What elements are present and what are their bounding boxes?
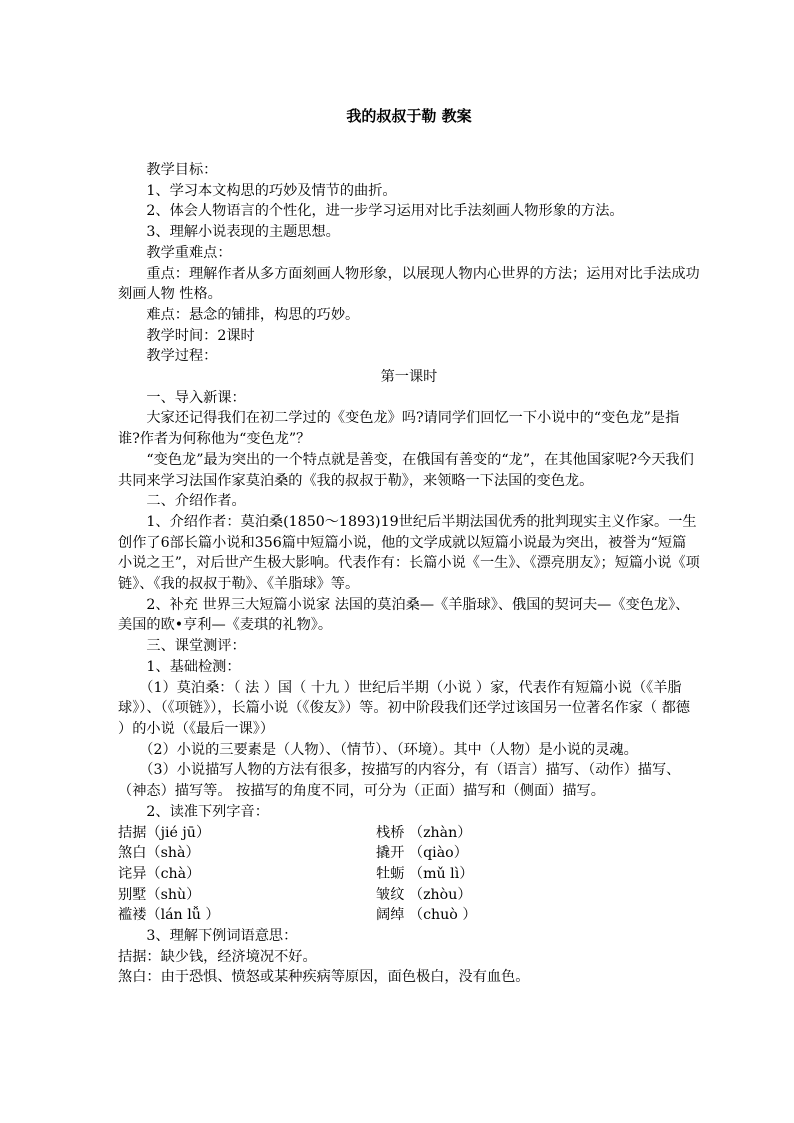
goals-heading: 教学目标：: [146, 162, 218, 178]
pinyin-cell: 煞白（shà）: [118, 845, 200, 862]
pinyin-cell: 诧异（chà）: [118, 865, 201, 882]
pinyin-cell: 别墅（shù）: [118, 886, 201, 903]
section-2-para-1: 1、介绍作者：莫泊桑(1850～1893)19世纪后半期法国优秀的批判现实主义作家。一生创作了6部长篇小说和356篇中短篇小说，他的文学成就以短篇小说最为突出，被誉为“短篇小说之王”，对后世产生极大影响。代表作有：长篇小说《一生》、《漂亮朋友》；短篇小说《项链》、《我的叔叔于勒》、《羊脂球》等。: [118, 513, 700, 593]
section-1-heading: 一、导入新课：: [146, 389, 246, 406]
pinyin-row: [118, 823, 700, 844]
pinyin-cell: 栈桥 （zhàn）: [376, 824, 472, 841]
document-title: 我的叔叔于勒 教案: [346, 107, 472, 125]
goal-1: 1、学习本文构思的巧妙及情节的曲折。: [146, 182, 397, 199]
basic-check-heading: 1、基础检测：: [146, 658, 241, 675]
pinyin-table: [118, 823, 700, 927]
pinyin-cell: 皱纹 （zhòu）: [376, 886, 472, 903]
document-page: [118, 100, 700, 988]
pinyin-cell: 撬开 （qiào）: [376, 845, 468, 862]
key-point-2: 难点：悬念的铺排，构思的巧妙。: [146, 306, 360, 323]
teaching-time: 教学时间：2课时: [146, 327, 255, 344]
question-2: （2）小说的三要素是（人物）、（情节）、（环境）。其中（人物）是小说的灵魂。: [139, 741, 638, 758]
lesson-heading: 第一课时: [380, 369, 438, 386]
section-1-para-1: 大家还记得我们在初二学过的《变色龙》吗?请同学们回忆一下小说中的“变色龙”是指谁?作者为何称他为“变色龙”？: [118, 410, 680, 448]
process-heading: 教学过程：: [146, 348, 218, 365]
pinyin-cell: 牡蛎 （mǔ lì）: [376, 865, 474, 882]
question-1: （1）莫泊桑：（ 法 ）国（ 十九 ）世纪后半期（小说 ）家，代表作有短篇小说（《羊脂球》）、（《项链》），长篇小说（《俊友》）等。初中阶段我们还学过该国另一位著名作家（ 都德 ）的小说（《最后一课》）: [118, 679, 690, 737]
pinyin-cell: 拮据（jié jū）: [118, 824, 211, 841]
key-point-1: 重点：理解作者从多方面刻画人物形象，以展现人物内心世界的方法；运用对比手法成功刻画人物 性格。: [118, 265, 700, 303]
pinyin-row: [118, 885, 700, 906]
section-3-heading: 三、课堂测评：: [146, 638, 246, 655]
goal-3: 3、理解小说表现的主题思想。: [146, 224, 340, 241]
pronunciation-heading: 2、读准下列字音：: [146, 803, 269, 820]
section-2-heading: 二、介绍作者。: [146, 493, 246, 510]
key-points-heading: 教学重难点：: [146, 244, 232, 261]
vocabulary-heading: 3、理解下例词语意思：: [146, 928, 298, 945]
question-3: （3）小说描写人物的方法有很多，按描写的内容分，有（语言）描写、（动作）描写、（神态）描写等。 按描写的角度不同，可分为（正面）描写和（侧面）描写。: [118, 762, 681, 800]
section-2-para-2: 2、补充 世界三大短篇小说家 法国的莫泊桑—《羊脂球》、俄国的契诃夫—《变色龙》、美国的欧•亨利—《麦琪的礼物》。: [118, 596, 690, 634]
pinyin-row: [118, 864, 700, 885]
pinyin-cell: 褴褛（lán lǚ ）: [118, 907, 220, 924]
definition-1: 拮据：缺少钱，经济境况不好。: [118, 948, 317, 965]
pinyin-row: [118, 905, 700, 926]
pinyin-cell: 阔绰 （chuò ）: [376, 907, 477, 924]
definition-2: 煞白：由于恐惧、愤怒或某种疾病等原因，面色极白，没有血色。: [118, 969, 530, 986]
section-1-para-2: “变色龙”最为突出的一个特点就是善变，在俄国有善变的“龙”，在其他国家呢?今天我们共同来学习法国作家莫泊桑的《我的叔叔于勒》，来领略一下法国的变色龙。: [118, 451, 694, 489]
pinyin-row: [118, 843, 700, 864]
goal-2: 2、体会人物语言的个性化，进一步学习运用对比手法刻画人物形象的方法。: [146, 203, 624, 220]
